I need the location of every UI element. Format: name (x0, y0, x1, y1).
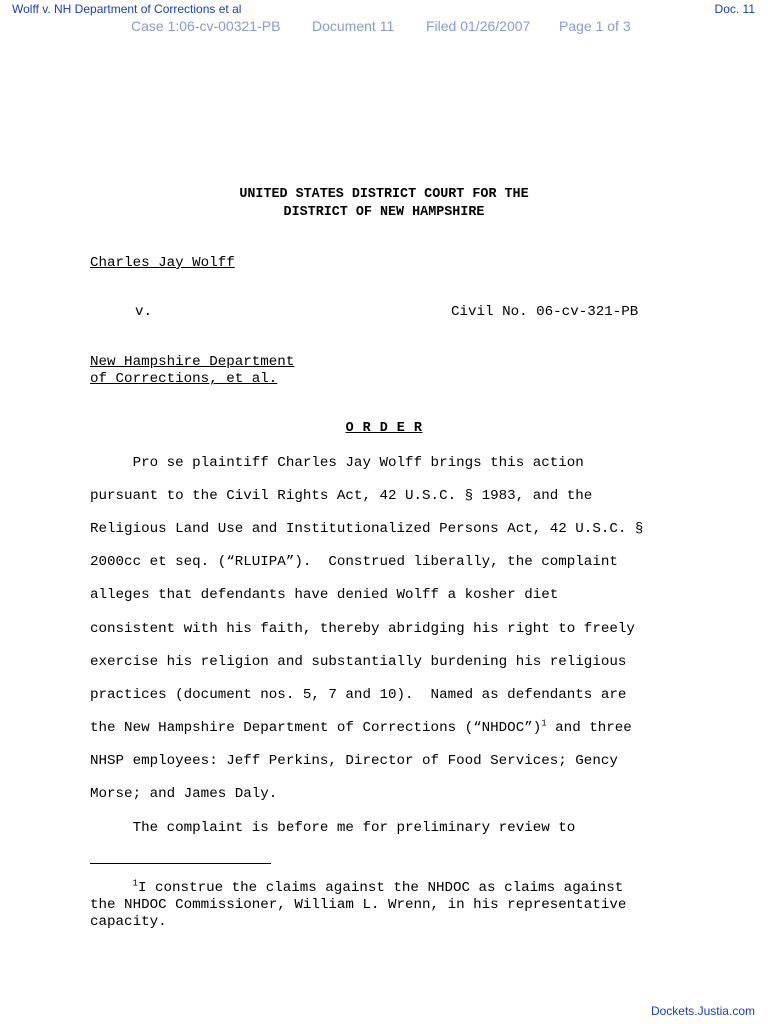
body-line-2: pursuant to the Civil Rights Act, 42 U.S.C. § 1983, and the (90, 488, 593, 504)
page-indicator: Page 1 of 3 (559, 18, 631, 34)
footnote-line-3: capacity. (90, 914, 167, 930)
body-line-1: Pro se plaintiff Charles Jay Wolff brings this action (90, 455, 584, 471)
body-line-3: Religious Land Use and Institutionalized Persons Act, 42 U.S.C. § (90, 521, 644, 537)
body-line-5: alleges that defendants have denied Wolff a kosher diet (90, 587, 559, 603)
document-header (0, 0, 768, 40)
court-title (0, 186, 768, 222)
body-line-9 (90, 720, 632, 736)
case-stamp (131, 18, 631, 34)
court-title-line1: UNITED STATES DISTRICT COURT FOR THE (239, 187, 529, 202)
case-title-link[interactable]: Wolff v. NH Department of Corrections et al (12, 2, 242, 16)
footnote-marker: 1 (132, 878, 138, 889)
dockets-justia-link[interactable]: Dockets.Justia.com (650, 1004, 755, 1018)
body-line-4: 2000cc et seq. (“RLUIPA”). Construed liberally, the complaint (90, 554, 618, 570)
body-line-7: exercise his religion and substantially burdening his religious (90, 654, 627, 670)
body-line-9-end: and three (546, 720, 632, 736)
body-line-9-text: the New Hampshire Department of Corrections (“NHDOC”) (90, 720, 542, 736)
defendant-name-line1: New Hampshire Department (90, 354, 295, 370)
defendant-name-line2: of Corrections, et al. (90, 371, 278, 387)
order-heading: O R D E R (345, 421, 423, 436)
footnote-reference: 1 (541, 718, 547, 729)
footnote-line-1 (90, 880, 623, 897)
body-line-6: consistent with his faith, thereby abridging his right to freely (90, 621, 635, 637)
court-title-line2: DISTRICT OF NEW HAMPSHIRE (283, 205, 485, 220)
body-line-12: The complaint is before me for preliminary review to (90, 820, 576, 836)
body-line-11: Morse; and James Daly. (90, 786, 278, 802)
civil-number: Civil No. 06-cv-321-PB (451, 304, 639, 320)
document-number: Document 11 (312, 18, 395, 34)
footnote-text-1: I construe the claims against the NHDOC as claims against (137, 880, 624, 896)
footnote-divider (90, 863, 271, 864)
plaintiff-name: Charles Jay Wolff (90, 255, 235, 271)
filed-date: Filed 01/26/2007 (426, 18, 531, 34)
footnote-line-2: the NHDOC Commissioner, William L. Wrenn, in his representative (90, 897, 627, 913)
versus-label: v. (135, 304, 153, 320)
doc-number-link[interactable]: Doc. 11 (714, 2, 755, 16)
body-line-10: NHSP employees: Jeff Perkins, Director of Food Services; Gency (90, 753, 618, 769)
body-line-8: practices (document nos. 5, 7 and 10). Named as defendants are (90, 687, 627, 703)
case-number: Case 1:06-cv-00321-PB (131, 18, 281, 34)
